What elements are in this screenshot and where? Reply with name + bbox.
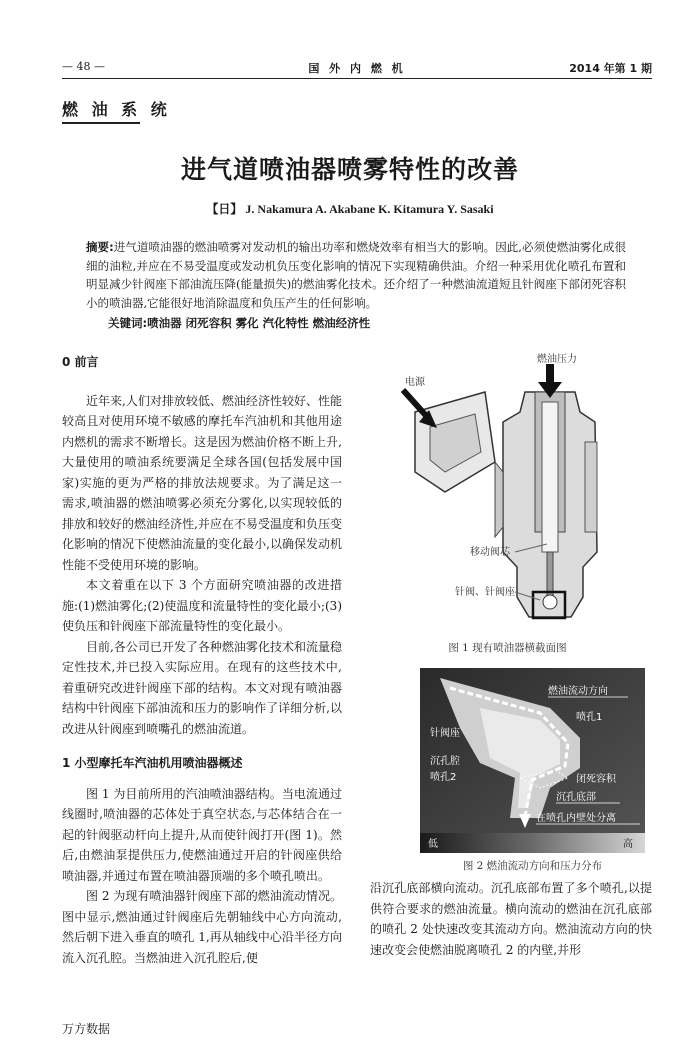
journal-name: 国 外 内 燃 机 (308, 62, 406, 75)
paragraph: 近年来,人们对排放较低、燃油经济性较好、性能较高且对使用环境不敏感的摩托车汽油机和其他用途内燃机的需求不断增长。这是因为燃油价格不断上升,大量使用的喷油系统要满足全球各国(包括发展中国家)实施的更为严格的排放法规要求。为了满足这一需求,喷油器的燃油喷雾必须充分雾化,以实现较低的排放和较好的燃油经济性,并应在不易受温度和负压变化影响的情况下使燃油流量的变化最小,以确保发动机性能不受使用环境的影响。 (62, 393, 342, 572)
header-rule (62, 78, 652, 79)
authors: 【日】 J. Nakamura A. Akabane K. Kitamura Y. Sasaki (206, 202, 494, 216)
section-0-heading: 0 前言 (62, 355, 99, 369)
needle-seat-label: 针阀座 (430, 728, 460, 739)
figure-2 (420, 668, 645, 853)
abstract-text: 进气道喷油器的燃油喷雾对发动机的输出功率和燃烧效率有相当大的影响。因此,必须使燃油雾化成很细的油粒,并应在不易受温度或发动机负压变化影响的情况下实现精确供油。介绍一种采用优化喷孔布置和明显减少针阀座下部油流压降(能量损失)的燃油雾化技术。还介绍了一种燃油流道短且针阀座下部闭死容积小的喷油器,它能很好地消除温度和负压产生的任何影响。 (86, 240, 626, 310)
section-tag-rule (62, 122, 140, 124)
hole1-label: 喷孔1 (576, 712, 603, 723)
figure-1 (375, 352, 640, 637)
fuel-pressure-label: 燃油压力 (537, 354, 577, 365)
article-title: 进气道喷油器喷雾特性的改善 (180, 155, 519, 184)
hole2-label: 喷孔2 (430, 772, 457, 783)
section-1-heading: 1 小型摩托车汽油机用喷油器概述 (62, 756, 243, 770)
section-tag: 燃 油 系 统 (62, 100, 171, 119)
moving-core-label: 移动阀芯 (470, 547, 510, 558)
keywords (108, 315, 370, 331)
figure-1-caption: 图 1 现有喷油器横截面图 (448, 642, 567, 654)
page-number: — 48 — (62, 60, 105, 73)
power-label: 电源 (405, 377, 425, 388)
issue-number: 2014 年第 1 期 (569, 62, 652, 75)
abstract-label: 摘要: (86, 240, 114, 254)
sump-bottom-label: 沉孔底部 (556, 792, 596, 803)
figure-2-caption: 图 2 燃油流动方向和压力分布 (462, 860, 603, 872)
running-header (62, 60, 652, 76)
right-column (370, 878, 652, 960)
paragraph: 图 1 为目前所用的汽油喷油器结构。当电流通过线圈时,喷油器的芯体处于真空状态,与芯体结合在一起的针阀驱动杆向上提升,从而使针阀打开(图 1)。然后,由燃油泵提供压力,使燃油通过开启的针阀座供给喷油器,并通过布置在喷油器顶端的多个喷孔喷出。 (62, 786, 342, 883)
low-label: 低 (428, 839, 438, 850)
flow-direction-label: 燃油流动方向 (548, 686, 608, 697)
abstract (86, 238, 626, 312)
sump-cavity-label: 沉孔腔 (430, 756, 460, 767)
dead-volume-label: 闭死容积 (576, 774, 616, 785)
keywords-text: 喷油器 闭死容积 雾化 汽化特性 燃油经济性 (147, 316, 371, 330)
footer-watermark: 万方数据 (62, 1022, 111, 1036)
keywords-label: 关键词: (108, 316, 148, 330)
needle-seat-label: 针阀、针阀座 (455, 587, 515, 598)
paragraph: 本文着重在以下 3 个方面研究喷油器的改进措施:(1)燃油雾化;(2)使温度和流量特性的变化最小;(3)使负压和针阀座下部流量特性的变化最小。 (62, 578, 342, 633)
paragraph: 目前,各公司已开发了各种燃油雾化技术和流量稳定性技术,并已投入实际应用。在现有的这些技术中,着重研究改进针阀座下部的结构。本文对现有喷油器结构中针阀座下部油流和压力的影响作了详细分析,以改进从针阀座到喷嘴孔的燃油流道。 (62, 639, 342, 736)
left-column (62, 352, 342, 968)
flow-pressure-diagram (420, 668, 645, 853)
paragraph: 图 2 为现有喷油器针阀座下部的燃油流动情况。图中显示,燃油通过针阀座后先朝轴线中心方向流动,然后朝下进入垂直的喷孔 1,再从轴线中心沿半径方向流入沉孔腔。当燃油进入沉孔腔后,便 (62, 889, 342, 965)
paragraph: 沿沉孔底部横向流动。沉孔底部布置了多个喷孔,以提供符合要求的燃油流量。横向流动的燃油在沉孔底部的喷孔 2 处快速改变其流动方向。燃油流动方向的快速改变会使燃油脱离喷孔 2 的内壁,并形 (370, 881, 652, 957)
injector-cross-section-diagram (375, 352, 640, 637)
high-label: 高 (623, 839, 633, 850)
separation-label: 在喷孔内壁处分离 (536, 813, 616, 824)
